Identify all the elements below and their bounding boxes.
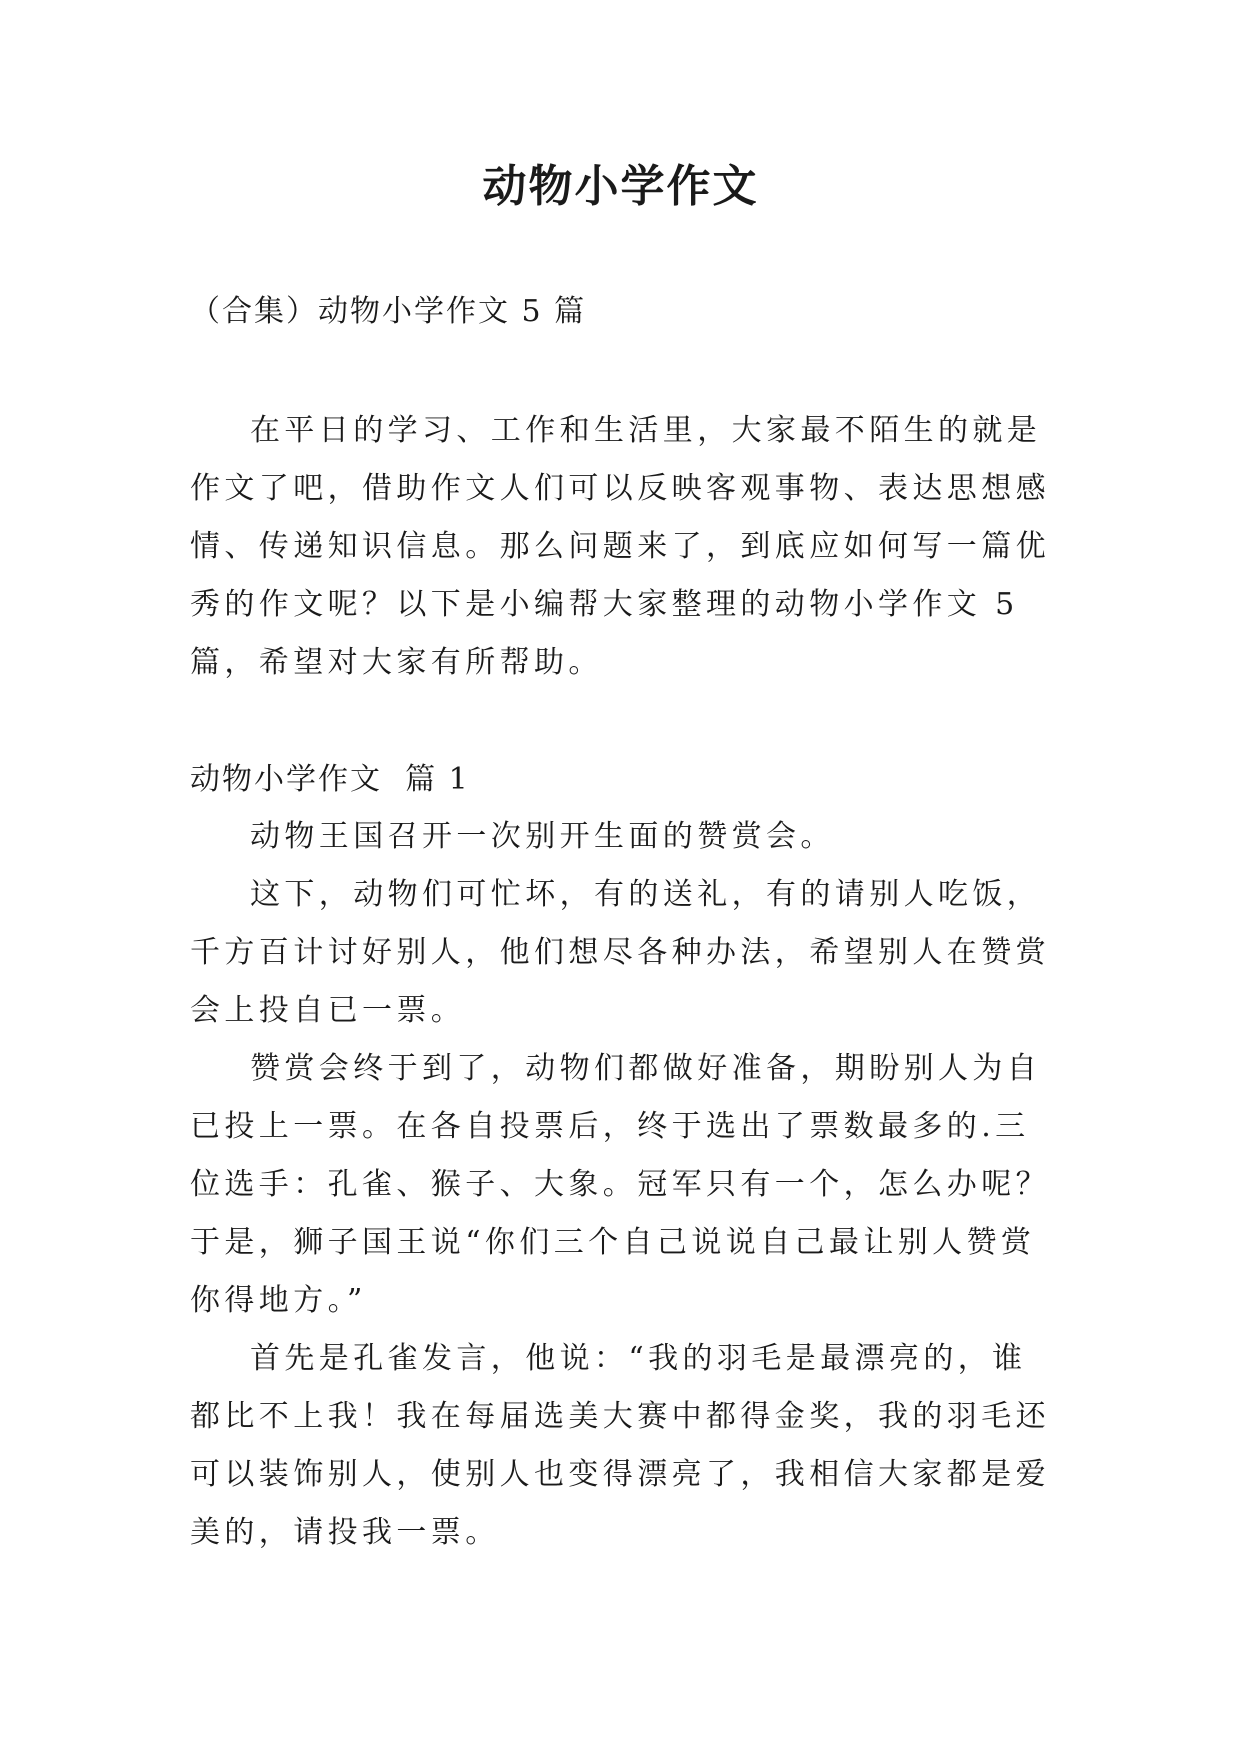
article-paragraph: 赞赏会终于到了，动物们都做好准备，期盼别人为自已投上一票。在各自投票后，终于选出了票数最多的.三位选手：孔雀、猴子、大象。冠军只有一个，怎么办呢？于是，狮子国王说“你们三个自己说说自己最让别人赞赏你得地方。” bbox=[190, 1051, 1050, 1318]
intro-paragraph: 在平日的学习、工作和生活里，大家最不陌生的就是作文了吧，借助作文人们可以反映客观事物、表达思想感情、传递知识信息。那么问题来了，到底应如何写一篇优秀的作文呢？以下是小编帮大家整理的动物小学作文 5 篇，希望对大家有所帮助。 bbox=[190, 413, 1050, 680]
article-body bbox=[190, 808, 1060, 1562]
document-subtitle: （合集）动物小学作文 5 篇 bbox=[190, 294, 587, 329]
article-heading: 动物小学作文 篇 1 bbox=[190, 762, 470, 797]
document-title: 动物小学作文 bbox=[482, 161, 759, 212]
article-paragraph: 首先是孔雀发言，他说：“我的羽毛是最漂亮的，谁都比不上我！我在每届选美大赛中都得金奖，我的羽毛还可以装饰别人，使别人也变得漂亮了，我相信大家都是爱美的，请投我一票。 bbox=[190, 1341, 1050, 1550]
article-paragraph: 这下，动物们可忙坏，有的送礼，有的请别人吃饭，千方百计讨好别人，他们想尽各种办法，希望别人在赞赏会上投自已一票。 bbox=[190, 877, 1050, 1028]
intro-section bbox=[190, 402, 1060, 692]
article-paragraph: 动物王国召开一次别开生面的赞赏会。 bbox=[250, 819, 835, 854]
